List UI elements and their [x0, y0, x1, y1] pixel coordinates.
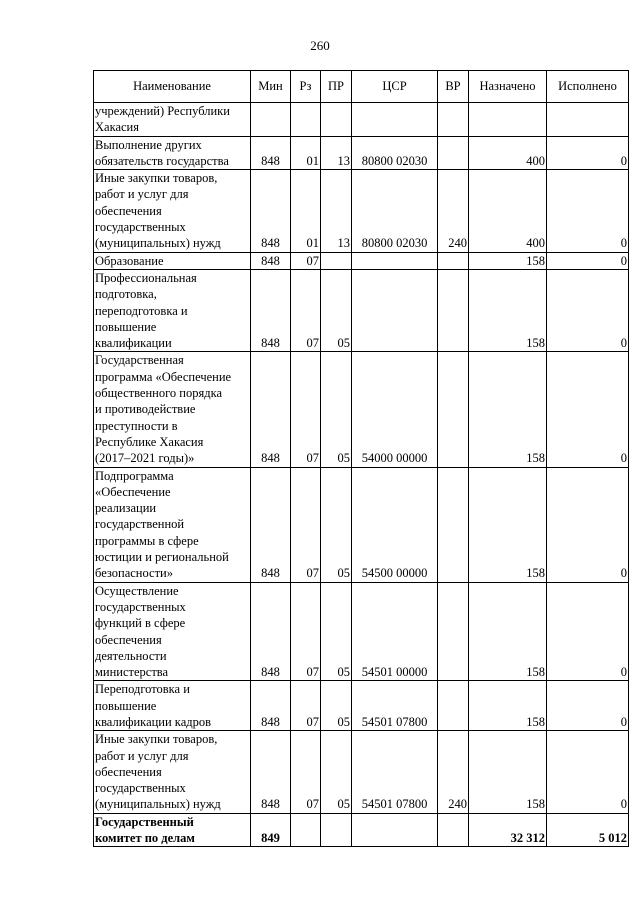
budget-table [93, 70, 629, 847]
cell-pr: 05 [321, 269, 352, 351]
cell-assigned: 400 [469, 170, 547, 252]
cell-pr: 13 [321, 136, 352, 170]
cell-executed [547, 103, 629, 137]
cell-rz: 07 [291, 467, 321, 582]
cell-name: Профессиональная подготовка, переподготовка и повышение квалификации [94, 269, 251, 351]
cell-executed: 0 [547, 681, 629, 731]
cell-executed: 0 [547, 269, 629, 351]
cell-pr: 05 [321, 352, 352, 467]
cell-min: 848 [251, 731, 291, 813]
cell-name: Иные закупки товаров, работ и услуг для обеспечения государственных (муниципальных) нужд [94, 731, 251, 813]
cell-name: Подпрограмма «Обеспечение реализации государственной программы в сфере юстиции и региональной безопасности» [94, 467, 251, 582]
cell-min: 848 [251, 269, 291, 351]
header-csr: ЦСР [352, 71, 438, 103]
cell-rz: 07 [291, 731, 321, 813]
cell-min [251, 103, 291, 137]
cell-min: 848 [251, 467, 291, 582]
cell-csr: 80800 02030 [352, 170, 438, 252]
cell-assigned: 158 [469, 252, 547, 269]
cell-min: 849 [251, 813, 291, 847]
cell-vr [438, 681, 469, 731]
table-row [94, 582, 629, 681]
cell-csr: 54501 00000 [352, 582, 438, 681]
cell-vr [438, 467, 469, 582]
cell-assigned: 158 [469, 269, 547, 351]
cell-executed: 0 [547, 352, 629, 467]
cell-min: 848 [251, 170, 291, 252]
cell-name: Выполнение других обязательств государства [94, 136, 251, 170]
cell-rz: 01 [291, 136, 321, 170]
cell-assigned: 158 [469, 582, 547, 681]
cell-vr [438, 352, 469, 467]
cell-executed: 0 [547, 731, 629, 813]
table-row [94, 170, 629, 252]
cell-vr: 240 [438, 170, 469, 252]
cell-csr: 54000 00000 [352, 352, 438, 467]
cell-name: Переподготовка и повышение квалификации кадров [94, 681, 251, 731]
cell-rz: 07 [291, 269, 321, 351]
table-row [94, 136, 629, 170]
cell-assigned [469, 103, 547, 137]
cell-vr [438, 269, 469, 351]
cell-pr: 13 [321, 170, 352, 252]
table-header-row [94, 71, 629, 103]
cell-vr [438, 252, 469, 269]
cell-min: 848 [251, 681, 291, 731]
table-row [94, 467, 629, 582]
cell-rz: 07 [291, 681, 321, 731]
table-row [94, 813, 629, 847]
cell-assigned: 400 [469, 136, 547, 170]
cell-csr [352, 103, 438, 137]
table-row [94, 731, 629, 813]
cell-rz [291, 103, 321, 137]
cell-name: Осуществление государственных функций в сфере обеспечения деятельности министерства [94, 582, 251, 681]
cell-assigned: 158 [469, 467, 547, 582]
cell-min: 848 [251, 252, 291, 269]
table-row [94, 681, 629, 731]
cell-executed: 5 012 [547, 813, 629, 847]
cell-vr: 240 [438, 731, 469, 813]
cell-min: 848 [251, 136, 291, 170]
cell-assigned: 158 [469, 681, 547, 731]
cell-rz: 07 [291, 252, 321, 269]
table-row [94, 269, 629, 351]
header-vr: ВР [438, 71, 469, 103]
cell-pr: 05 [321, 681, 352, 731]
cell-rz [291, 813, 321, 847]
cell-rz: 07 [291, 352, 321, 467]
table-row [94, 103, 629, 137]
cell-csr: 54501 07800 [352, 681, 438, 731]
cell-pr: 05 [321, 467, 352, 582]
cell-csr [352, 252, 438, 269]
cell-min: 848 [251, 352, 291, 467]
cell-name: учреждений) Республики Хакасия [94, 103, 251, 137]
cell-executed: 0 [547, 582, 629, 681]
cell-vr [438, 103, 469, 137]
cell-name: Государственная программа «Обеспечение общественного порядка и противодействие преступности в Республике Хакасия (2017–2021 годы)» [94, 352, 251, 467]
cell-vr [438, 582, 469, 681]
cell-name: Государственный комитет по делам [94, 813, 251, 847]
cell-pr: 05 [321, 731, 352, 813]
cell-csr [352, 269, 438, 351]
cell-name: Иные закупки товаров, работ и услуг для обеспечения государственных (муниципальных) нужд [94, 170, 251, 252]
cell-executed: 0 [547, 467, 629, 582]
table-row [94, 252, 629, 269]
header-executed: Исполнено [547, 71, 629, 103]
cell-rz: 01 [291, 170, 321, 252]
header-name: Наименование [94, 71, 251, 103]
cell-assigned: 32 312 [469, 813, 547, 847]
cell-csr: 54500 00000 [352, 467, 438, 582]
cell-vr [438, 136, 469, 170]
cell-executed: 0 [547, 170, 629, 252]
cell-pr [321, 103, 352, 137]
cell-executed: 0 [547, 252, 629, 269]
cell-rz: 07 [291, 582, 321, 681]
cell-pr: 05 [321, 582, 352, 681]
header-min: Мин [251, 71, 291, 103]
cell-csr: 80800 02030 [352, 136, 438, 170]
header-assigned: Назначено [469, 71, 547, 103]
cell-assigned: 158 [469, 731, 547, 813]
table-row [94, 352, 629, 467]
cell-csr: 54501 07800 [352, 731, 438, 813]
cell-csr [352, 813, 438, 847]
page-number: 260 [310, 38, 330, 53]
cell-assigned: 158 [469, 352, 547, 467]
header-pr: ПР [321, 71, 352, 103]
header-rz: Рз [291, 71, 321, 103]
cell-pr [321, 252, 352, 269]
cell-name: Образование [94, 252, 251, 269]
cell-min: 848 [251, 582, 291, 681]
cell-vr [438, 813, 469, 847]
cell-executed: 0 [547, 136, 629, 170]
cell-pr [321, 813, 352, 847]
